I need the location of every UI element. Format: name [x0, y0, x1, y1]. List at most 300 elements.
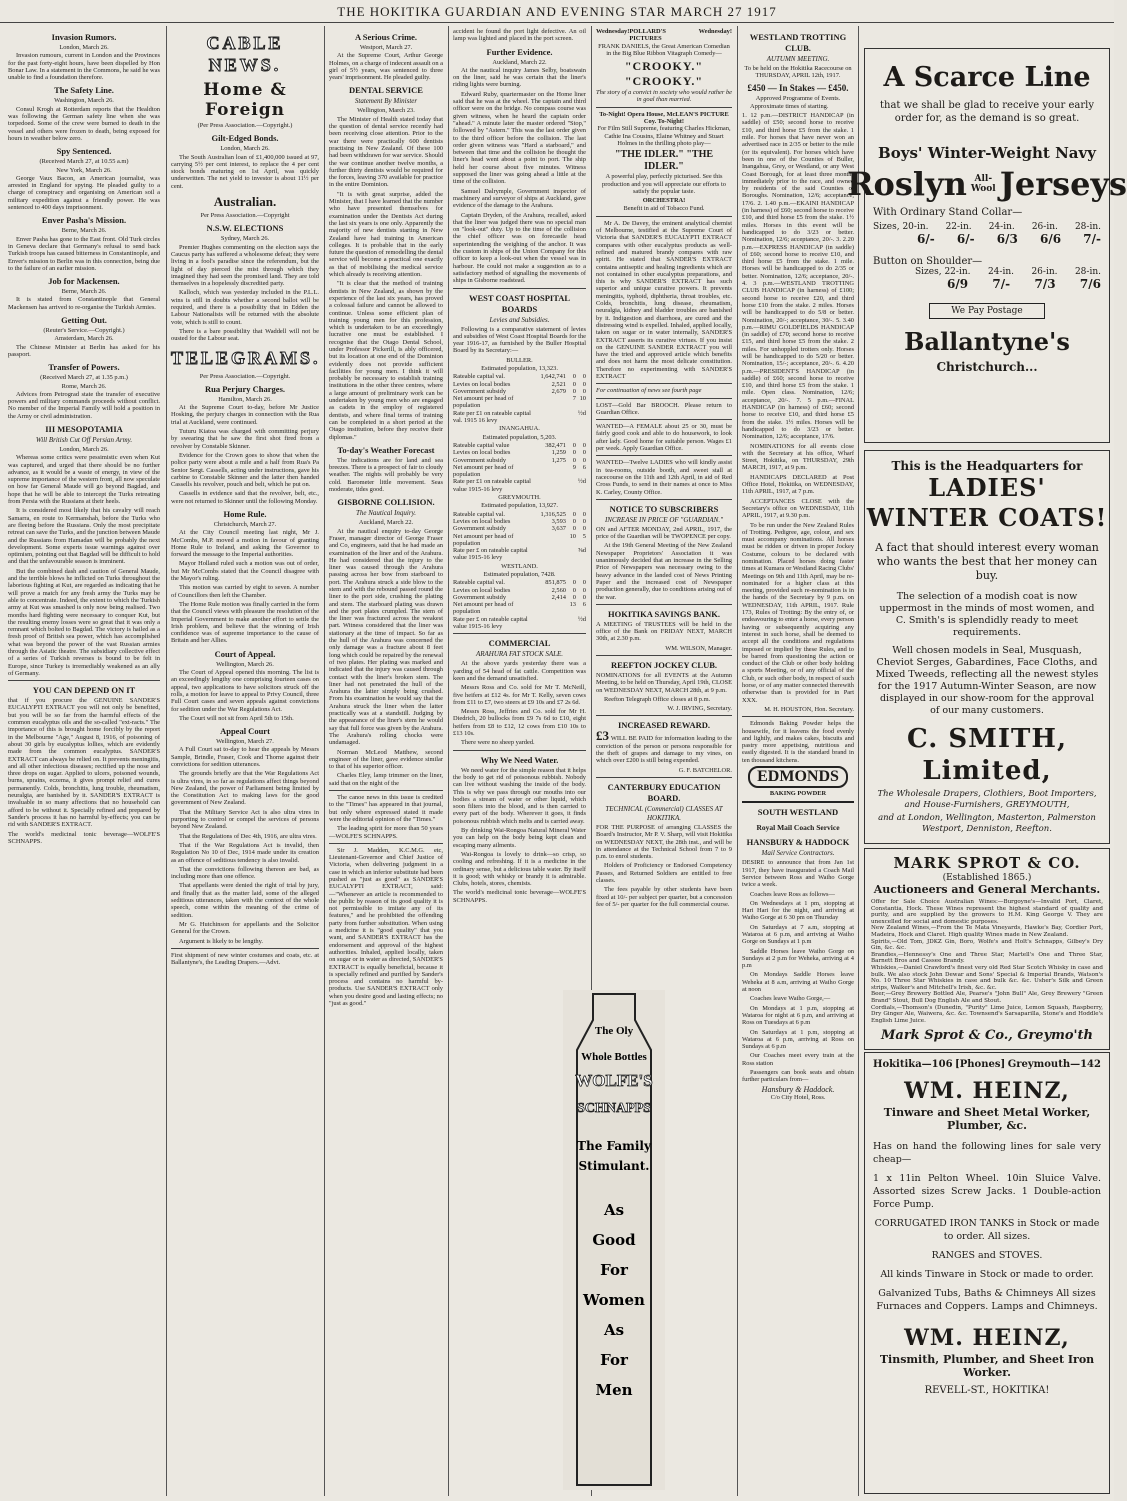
table-row	[453, 395, 586, 410]
size-row	[915, 267, 1101, 277]
table-cell: 0	[572, 456, 576, 464]
column-divider	[166, 26, 167, 1496]
article-text: Advices from Petrograd state the transfer of executive powers and military commands proceeds without conflict. No member of the Imperial Family will hold a position in the Army or civil administration.	[8, 390, 160, 420]
subheadline: TECHNICAL (Commercial) CLASSES AT HOKITIKA.	[605, 804, 723, 822]
table-cell: 0	[582, 449, 586, 457]
article-text: The grounds briefly are that the War Regulations Act is ultra vires, in so far as regulations affect things beyond New Zealand, the power of Parliament being limited by the Constitution Act to making laws for the good government of New Zealand.	[171, 770, 319, 807]
table-cell: 6	[582, 463, 586, 471]
divider	[596, 499, 732, 500]
table-cell: 0	[572, 387, 576, 395]
article-text: George Vaux Bacon, an American journalist, was arrested in England for spying. He pleaded guilty to a charge of conspiracy and organising on American soil a military expedition against a friendly power. He was sentenced to 400 days imprisonment.	[8, 174, 160, 212]
brand-name: WM. HEINZ,	[904, 1325, 1070, 1351]
table-cell: 1,275	[551, 456, 566, 464]
table-cell: Net amount per head of population	[453, 463, 514, 479]
notice-text: At the 19th General Meeting of the New Zealand Newspaper Proprietors' Association it was unanimously decided that an increase in the Selling Price of Newspapers was necessary owing to the heavy advance in the landed cost of News Printing Paper and the increased cost of Newspaper production generally, due to conditions arising out of the war.	[596, 542, 732, 601]
ad-footer: First shipment of new winter costumes and coats, etc. at Ballantyne's, the Leading Drapers.—Advt.	[171, 951, 319, 967]
signature: G. F. BATCHELOR.	[678, 766, 732, 774]
divider	[596, 419, 732, 420]
notice-text	[596, 728, 732, 765]
received-line: (Received March 27, at 1.35 p.m.)	[40, 374, 128, 382]
notice-text: HANDICAPS DECLARED at Post Office Hotel, Hokitika, on WEDNESDAY, 11th APRIL, 1917, at 7 p.m.	[742, 473, 854, 496]
table-cell: 0	[572, 579, 576, 587]
c-smith-ad	[864, 450, 1110, 844]
ad-line: As	[603, 1201, 625, 1219]
levy-tables	[453, 357, 586, 631]
ad-paragraph: Has on hand the following lines for sale very cheap—	[873, 1141, 1101, 1165]
article-text: Edward Ruby, quartermaster on the Home liner said that he was at the wheel. The captain and third officer were on the bridge. No compass course was given witness, when he heard the captain order "ahead." A minute later the master ordered "Stop," followed by "Astern." This was the last order given to the third officer before the collision. The last order given witness was "Hard a starboard," and between that time and the collision he thought the liner's head went about a point to port. The ship held her course about five minutes. Witness supposed the liner was going ahead a little at the time of the collision.	[453, 90, 586, 186]
credit-line: Per Press Association.—Copyright	[200, 212, 290, 220]
phone: [Phones]	[955, 1059, 1006, 1070]
cinema-day: Wednesday!	[596, 28, 630, 35]
ad-text: Sir J. Madden, K.C.M.G. etc, Lieutenant-Governor and Chief Justice of Victoria, when delivering judgment in a case in which an inferior substitute had been pushed as "just as good" as SANDER'S EUCALYPTI EXTRACT, said:—"Whenever an article is recommended to the public by reason of its good quality it is not permissible to imitate any of its features," and he prohibited the offending party from further substitution. When using a medicine it is "good quality" that you want, and SANDER'S EXTRACT has the endorsement and approval of the highest authorities. Inhaled, applied locally, taken on sugar or in water as directed, SANDER'S EXTRACT is equally beneficial, because it is specially refined and purified by Sander's process and contains no harmful by-products. Use SANDER'S EXTRACT only when you desire good and lasting effects; no "just as good."	[329, 846, 443, 1008]
ad-paragraph: Offer for Sale Choice Australian Wines:—Burgoyne's—Invalid Port, Claret, Constantia, Hock. These Wines represent the highest standard of quality and purity, and are supplied by the growers to H.M. King George V. They are unexcelled for social and domestic purposes.	[871, 899, 1103, 925]
table-cell	[532, 395, 566, 410]
headline: Enver Pasha's Mission.	[41, 215, 127, 226]
dateline: Berne, March 26.	[61, 288, 107, 296]
notice-text: Passengers can book seats and obtain further particulars from—	[742, 1069, 854, 1084]
table-cell: ½d	[578, 478, 586, 486]
dateline: Hamilton, March 26.	[218, 395, 272, 403]
notice-text: Holders of Proficiency or Endorsed Competency Passes, and Returned Soldiers are entitled to free classes.	[596, 862, 732, 885]
headline: Why We Need Water.	[480, 754, 559, 765]
ad-text: that if you procure the GENUINE SANDER'S EUCALYPTI EXTRACT you will not only be benefited, but you will be so far from the harmful effects of the common eucalyptus oils and the so-called "ext-racts." The importance of this is brought home forcibly by the report in the Melbourne "Age," August 8, 1916, of poisoning of about 30 girls by eucalyptus lollies, which are evidently made from the common eucalyptus. SANDER'S EXTRACT can always be relied on. It prevents meningitis, and all other infectious diseases; rectified up the nose and three drops on sugar. Applied to ulcers, poisoned wounds, burns, sprains, eczema, it gives prompt relief and cures permanently. Colds, bronchitis, lung trouble, rheumatism, neuralgia, are banished by it. SANDER'S EXTRACT is invaluable in so many affections that no household can afford to be without it. Specially refined and prepared by Sander's process it has no harmful by-effects; you can be rid with SANDER'S EXTRACT.	[8, 697, 160, 829]
article-text: The Minister of Health stated today that the question of dental service recently had been receiving close attention. Prior to the war there were practically 600 dentists practising in New Zealand. Of these 100 had been withdrawn for war service. Should the war continue another twelve months, a further thirty dentists would be required for the forces, leaving 370 available for practice in the entire Dominion.	[329, 115, 443, 189]
table-cell: 0	[572, 517, 576, 525]
size-cell: 7/6	[1079, 277, 1101, 291]
price-row	[917, 232, 1101, 246]
ad-text: Edmonds Baking Powder helps the housewife, for it leavens the food evenly and lightly, and makes cakes, biscuits and pastry more appetising, nutritious and easily digested. It is the standard brand in ten thousand kitchens.	[742, 720, 854, 764]
table-label: WESTLAND.	[501, 562, 538, 570]
article-text: But the combined dash and caution of General Maude, and the terrible blows he inflicted on Turks throughout the laborious fighting at Kut, are regarded as indicating that he will prove a match for any fresh army the Turks may be able to concentrate. Indeed, the extent to which the Turkish army at Kut was smashed is only now being realised. Two months hard fighting were necessary to conquer Kut, but the resulting enemy losses were so great that it was only a remnant which bolted to Bagdad. The victory is hailed as a fresh proof of British sea power, which has accomplished what was beyond the power of the vast Russian armies through the Asiatic theatre. The subsidiary collective effect of a series of Turkish reverses is bound to be felt in Europe, since Turkey is irremediably weakened as an ally of Germany.	[8, 567, 160, 677]
ad-line: Boys' Winter-Weight Navy	[878, 144, 1096, 162]
headline: Rua Perjury Charges.	[204, 383, 286, 394]
headline: Court of Appeal.	[214, 648, 276, 659]
ad-headline: YOU CAN DEPEND ON IT	[32, 685, 136, 696]
table-row	[453, 442, 586, 449]
article-text: Whereas some critics were pessimistic even when Kut was captured, and urged that there should be no further advance, as it would be a waste of energy, in view of the supreme importance of the western front, all now speculate on how far General Maude will go beyond Bagdad, and hope that he will be able to intercept the Turks retreating from Persia with the Russians at their heels.	[8, 454, 160, 506]
article-text: The Chinese Minister at Berlin has asked for his passport.	[8, 343, 160, 358]
ad-line: Whole Bottles	[581, 1051, 647, 1063]
size-cell: 7/3	[1034, 277, 1056, 291]
column-2	[171, 28, 319, 1496]
notice-text: NOMINATIONS for all events close with the Secretary at his office, Wharf Street, Hokitika, on THURSDAY, 29th MARCH, 1917, at 9 p.m.	[742, 442, 854, 472]
credit-line: (Per Press Association.—Copyright.)	[197, 122, 293, 129]
article-text: There is a bare possibility that Waddell will not be ousted for the Labour seat.	[171, 327, 319, 343]
ad-line: Button on Shoulder—	[873, 256, 983, 267]
table-cell: 0	[582, 387, 586, 395]
notice-text: Coaches leave Ross as follows—	[750, 890, 835, 898]
section-subtitle: Home & Foreign	[203, 80, 287, 120]
subheadline: ARAHURA FAT STOCK SALE.	[475, 650, 564, 659]
signature: Hansbury & Haddock.	[761, 1084, 835, 1094]
ad-line: Men	[595, 1381, 633, 1399]
headline: A Serious Crime.	[354, 32, 418, 42]
article-text: Samuel Dalrymple, Government inspector of machinery and surveyor of ships at Auckland, gave evidence of the damage to the Arahura.	[453, 187, 586, 210]
article-text: The South Australian loan of £1,400,000 issued at 97, carrying 5½ per cent interest, to replace the 4 per cent stock bonds maturing on 1st April, was quickly underwritten. The net yield to investor is about 11½ per cent.	[171, 153, 319, 190]
article-text: It is considered most likely that his cavalry will reach Samarra, en route to Kermanshah, before the Turks who are fleeing before the Russians. Only the most precipitate retreat can save the Turks, and the junction between Maude and the Russians from Hamadan will be probably the next development. Some experts issue warnings against over optimism, pointing out that Bagdad will be difficult to hold and that the unfavourable season is imminent.	[8, 507, 160, 566]
table-cell: Levies on local bodies	[453, 586, 511, 594]
ad-paragraph: Cordials,—Thomson's (Dunedin, "Purity" Lime Juice, Lemon Squash, Raspberry, Dry Ginger Ale, Waiwera, &c. &c. Townsend's Sarsaparilla, Stone's and Hoddle's English Lime Juice.	[871, 1004, 1103, 1024]
divider	[596, 655, 732, 656]
headline: Job for Mackensen.	[48, 276, 120, 287]
table-cell: 0	[572, 586, 576, 594]
headline: REEFTON JOCKEY CLUB.	[610, 660, 718, 670]
table-row	[453, 587, 586, 594]
headline: Home Rule.	[223, 508, 267, 519]
article-text: "It is clear that the method of training dentists in New Zealand, as shown by the experience of the last six years, has proved a colossal failure and cannot be allowed to continue. Unless some efficient plan of training young men for this profession, which is undertaken to be an exceedingly lucrative one must be established. I recognise that the Otago Dental School, under Professor Pickerill, is ably officered, but its location at one end of the Dominion evidently does not provide sufficient facilities for young men. I think it will probably be necessary to establish training institutions in the other three centres, where a large amount of preliminary work can be undertaken by young men who are engaged as cadets in the employ of registered dentists, and where final terms of training can be completed in a short period at the Otago institution, before they receive their diplomas."	[329, 280, 443, 441]
ad-footer: The world's medicinal tonic beverage—WOLFE'S SCHNAPPS.	[453, 889, 586, 904]
signature: M. H. HOUSTON, Hon. Secretary.	[764, 705, 854, 713]
ad-paragraph: Brandies,—Hennessy's One and Three Star, Martell's One and Three Star, Barnett Bros and Cassee Brandy.	[871, 951, 1103, 965]
table-cell: 0	[582, 510, 586, 518]
ballantyne-ad	[846, 48, 1127, 443]
divider	[596, 216, 732, 217]
divider	[596, 383, 732, 384]
section-title: CABLE NEWS.	[206, 33, 284, 75]
article-text: We need water for the simple reason that it helps the body to get rid of poisonous rubbish. Nobody can live without washing the inside of the body. This is why we pass through our mouths into our bodies a stream of water or other liquid, which soon filters into the blood, and is then carried to every part of the body. Wherever it goes, it finds poisonous rubbish which melts and is carried away.	[453, 766, 586, 825]
ad-headline: LADIES'	[928, 473, 1046, 502]
table-cell: Net amount per head of population	[453, 395, 514, 410]
headline: WESTLAND TROTTING CLUB.	[749, 32, 847, 53]
table-cell: 0	[572, 510, 576, 518]
article-text: The Home Rule motion was finally carried in the form that the Council views with pleasure the resolution of the Imperial Government to make another effort to settle the Irish problem, and believe that the winning of Irish confidence was of supreme importance to the cause of Britain and her Allies.	[171, 600, 319, 645]
size-cell: 6/-	[917, 232, 935, 246]
headline: SOUTH WESTLAND	[757, 807, 839, 818]
dateline: London, March 26.	[220, 145, 270, 153]
ad-text: A fact that should interest every woman who wants the best that her money can buy.	[875, 541, 1099, 582]
article-text: Kalloch, which was yesterday included in the P.L.L. wins is still in doubts whether a second ballot will be required, and there is a possibility that in Edden the Labour Nationalists will be returned with the absolute vote, which is still to count.	[171, 289, 319, 326]
phone: Greymouth—142	[1007, 1059, 1101, 1070]
column-divider	[324, 26, 325, 1496]
ad-paragraph: Galvanized Tubs, Baths & Chimneys All sizes Furnaces and Coppers. Lamps and Chimneys.	[876, 1288, 1098, 1312]
ad-text	[873, 1140, 1101, 1313]
headline: N.S.W. ELECTIONS	[206, 223, 284, 234]
size-cell: 24-in.	[987, 267, 1014, 277]
article-text: At the City Council meeting last night, Mr J. McCombs, M.P. moved a motion in favour of granting Home Rule to Ireland, and asking the Governor to forward the message to the Imperial authorities.	[171, 529, 319, 559]
brand-name: Ballantyne's	[904, 327, 1070, 356]
article-text: The Court of Appeal opened this morning. The list is an exceedingly lengthy one comprising fourteen cases on appeal, two applications to have solicitors struck off the rolls, a motion for leave to appeal to Privy Council, three Full Court cases and seven appeals against convictions for sedition under the War Regulations Act.	[171, 669, 319, 713]
dateline: Wellington, March 27.	[216, 738, 274, 746]
ad-paragraph: New Zealand Wines,—From the Te Mata Vineyards, Hawke's Bay, Cordier Port, Madeira, Hock and Claret. High quality Wines made in New Zealand.	[871, 925, 1103, 938]
table-cell	[532, 410, 566, 425]
article-text: Tuturu Kiatoa was charged with committing perjury by swearing that he saw the first shot fired from a revolver by Constable Skinner.	[171, 428, 319, 450]
masthead: THE HOKITIKA GUARDIAN AND EVENING STAR MARCH 27 1917	[0, 4, 1114, 23]
article-text: That appellants were denied the right of trial by jury, and finally that as the matter laid, some of the alleged seditious utterances, taken with the context of the whole speech, come within the meaning of the crime of sedition.	[171, 882, 319, 919]
dateline: Wellington, March 26.	[216, 660, 274, 668]
subheadline: Levies and Subsidies.	[489, 315, 550, 324]
column-1	[8, 28, 160, 1496]
divider	[329, 843, 443, 844]
table-row	[453, 373, 586, 380]
table-cell: 10	[579, 395, 586, 403]
product-name: Jerseys	[999, 165, 1127, 203]
notice-text: To be held on the Hokitika Racecourse on THURSDAY, APRIL 12th, 1917.	[744, 65, 852, 80]
brand-name: WM. HEINZ,	[904, 1078, 1070, 1104]
signature: W. J. IRVING, Secretary.	[667, 705, 732, 713]
race-events: 1. 12 p.m.—DISTRICT HANDICAP (in saddle) of £50; second horse to receive £10, and third horse £5 from the stake. 1 mile. For horses that have never won an advertised race in 2/35 or better to the mile (or its equivalent). For horses which have been in one of the Counties of Buller, Inangahua, Grey, or Westland, or any West Coast Borough, for at least three months immediately prior to the race, and owned by residents of the said Counties or Boroughs. Nomination, 12/6; acceptance, 17/6. 2. 1.40 p.m.—EKAINI HANDICAP (in harness) of £60; second horse to receive £10, and third horse £5 from the stake. 1½ miles. Horses in this event will be handicapped to do 3/23 or better. Nomination, 12/6; acceptance, 20/-. 3. 2.20 p.m.—EXPRESS HANDICAP (in saddle) of £60; second horse to receive £10, and third horse £5 from the stake. 1 mile. Horses will be handicapped to do 2/35 or better. Nomination, 12/6; acceptance, 20/-. 4. 3 p.m.—WESTLAND TROTTING CLUB HANDICAP (in harness) of £100; second horse to receive £20, and third horse £10 from the stake. 2 miles. Horses will be handicapped to do 5/8 or better. Nomination, 20/-; acceptance, 30/-. 5. 3.40 p.m.—RIMU GOLDFIELDS HANDICAP (in saddle) of £70; second horse to receive £15, and third horse £5 from the stake. 2 miles. For unhoppled trotters only. Horses will be handicapped to do 5/20 or better. Nomination, 15/-; acceptance, 20/-. 6. 4.20 p.m.—PRESIDENT'S HANDICAP (in saddle) of £60; second horse to receive £10, and third horse £5 from the stake. 1 mile. Open class. Nomination, 12/6; acceptance, 20/-. 7. 5 p.m.—FINAL HANDICAP (in harness) of £60; second horse to receive £10, and third horse £5 from the stake. 1½ miles. Horses will be handicapped to do 3/23 or better. Nomination, 12/6; acceptance, 17/6.	[742, 112, 854, 441]
cinema-text: A powerful play, perfectly picturised. See this production and you will appreciate our efforts to satisfy the popular taste.	[602, 173, 726, 195]
table-row	[453, 457, 586, 464]
dateline: Rome, March 26.	[61, 382, 107, 390]
size-cell: 26-in.	[1031, 267, 1058, 277]
article-text: Norman McLeod Matthew, second engineer of the liner, gave evidence similar to that of his superior officer.	[329, 748, 443, 771]
ad-line: This is the Headquarters for	[891, 459, 1083, 473]
article-text: The canoe news in this issue is credited to the "Times" has appeared in that journal, but only where expressed stated it made were the editorial opinion of the "Times."	[329, 794, 443, 823]
dateline: Wellington, March 23.	[357, 107, 415, 115]
article-text: "It is with great surprise, added the Minister, that I have learned that the number who have presented themselves for examination under the Dentists Act during the last six years is one only. Apparently the majority of new dentists starting in New Zealand have had training in American colleges. It is probable that in the early future the question of remodelling the dental service will become a practical one exactly as that of mobilising the medical service which already is receiving attention.	[329, 190, 443, 279]
subheadline: The Nautical Inquiry.	[355, 509, 417, 518]
address: REVELL-ST., HOKITIKA!	[924, 1385, 1050, 1396]
table-cell	[532, 533, 566, 548]
article-text: At the nautical inquiry James Selby, boatswain on the liner, said he was certain that the liner's riding lights were burning.	[453, 66, 586, 89]
table-cell: ½d	[578, 409, 586, 417]
table-row	[453, 616, 586, 631]
table-row	[453, 478, 586, 493]
size-cell: 6/6	[1040, 232, 1062, 246]
headline: WEST COAST HOSPITAL BOARDS	[468, 292, 571, 314]
dateline: Sydney, March 26.	[220, 235, 270, 243]
table-cell: 0	[572, 441, 576, 449]
ad-brand: SCHNAPPS	[577, 1101, 651, 1116]
cinema-header: To-Night! Opera House, McLEAN'S PICTURE Coy. To-Night!	[599, 110, 729, 126]
article-text: That the Military Service Act is also ultra vires in purporting to control or compel the services of persons beyond New Zealand.	[171, 808, 319, 831]
mark-sprot-ad	[864, 848, 1110, 1050]
ad-footer: The leading spirit for more than 50 years—WOLFE'S SCHNAPPS.	[329, 825, 443, 840]
size-cell: 22-in.	[945, 222, 972, 232]
table-cell: Levies on local bodies	[453, 517, 511, 525]
notice-text: On Mondays Saddle Horses leave Weheka at 8 a.m, arriving at Waiho Gorge at noon	[742, 971, 854, 994]
notice-text: Our Coaches meet every train at the Ross station	[742, 1052, 854, 1067]
table-cell: Government subsidy	[453, 525, 507, 533]
dateline: Westport, March 27.	[359, 44, 413, 51]
reward-amount: £3	[596, 728, 609, 744]
ad-text: The Wholesale Drapers, Clothiers, Boot Importers, and House-Furnishers, GREYMOUTH,	[877, 789, 1097, 810]
table-cell: 0	[582, 525, 586, 533]
notice-text: ACCEPTANCES CLOSE with the Secretary's office on WEDNESDAY, 11th APRIL, 1917, at 9.30 p.m.	[742, 497, 854, 520]
ad-text: and at London, Wellington, Masterton, Palmerston Westport, Denniston, Reefton.	[878, 813, 1096, 834]
reward-text: WILL BE PAID for information leading to the conviction of the person or persons responsible for the theft of grapes and damage to my vines, on which over £200 is still being expended.	[596, 735, 732, 765]
size-cell: 28-in.	[1074, 222, 1101, 232]
table-cell: ⅝d	[578, 547, 586, 555]
headline: COMMERCIAL	[488, 638, 551, 649]
table-cell: Rate per £ on rateable capital value 1915-16 levy	[453, 615, 528, 631]
roslyn-jerseys	[846, 165, 1127, 203]
headline: To-day's Weather Forecast	[337, 444, 435, 455]
ad-line: With Ordinary Stand Collar—	[873, 207, 1023, 218]
subheadline: Statement By Minister	[354, 97, 418, 106]
article-text: It is stated from Constantinople that General Mackensen has arrived to re-organise the Turkish Armies.	[8, 296, 160, 311]
table-cell: Rate per £ on rateable capital value 1915-16 levy	[453, 547, 528, 562]
column-divider	[737, 26, 738, 1496]
subheadline: Will British Cut Off Persian Army.	[35, 435, 133, 444]
table-cell: 2,414	[551, 593, 566, 601]
article-text: That the Regulations of Dec 4th, 1916, are ultra vires.	[179, 832, 317, 840]
ad-headline: WINTER COATS!	[866, 503, 1108, 532]
notice-text: The fees payable by other students have been fixed at 10/- per subject per quarter, but a concession fee of 5/- per quarter for the full commercial course.	[596, 886, 732, 908]
table-cell: 7	[572, 395, 576, 403]
table-row	[453, 381, 586, 388]
table-cell: 10	[569, 532, 576, 540]
column-5	[596, 28, 732, 993]
brand-name: C. SMITH, Limited,	[906, 724, 1068, 786]
table-row	[453, 410, 586, 425]
table-cell	[566, 616, 576, 631]
divider	[453, 288, 586, 289]
table-cell: 2,560	[551, 586, 566, 594]
article-text: There were no sheep yarded.	[461, 739, 535, 747]
table-cell: Rateable capital value	[453, 441, 510, 449]
ad-paragraph: Beer,—Grey Brewery Bottled Ale, Pearse's "John Bull" Ale, Grey Brewery "Green Brand" Stout, Bull Dog English Ale and Stout.	[871, 991, 1103, 1004]
table-cell: Government subsidy	[453, 593, 507, 601]
article-text: Messrs Ross, Jeffries and Co. sold for Mr H. Diedrich, 20 bullocks from £9 7s 6d to £10, eight heifers from £8 to £12, 12 cows from £10 10s to £13 10s.	[453, 708, 586, 738]
table-row	[453, 388, 586, 395]
table-cell: 5	[582, 532, 586, 540]
cinema-text: Benefit in aid of Tobacco Fund.	[623, 205, 705, 213]
notice-text: ON and AFTER MONDAY, 2nd APRIL, 1917, the price of the Guardian will be TWOPENCE per copy.	[596, 525, 732, 541]
column-divider	[858, 26, 859, 1496]
divider	[596, 455, 732, 456]
wm-heinz-ad	[864, 1052, 1110, 1494]
table-row	[453, 449, 586, 456]
table-cell: Rate per £1 on rateable capital value 1915-16 levy	[453, 478, 531, 493]
cinema-day: Wednesday!	[698, 28, 732, 35]
article-text: At the Supreme Court to-day, before Mr Justice Hosking, the perjury charges in connection with the Rua trial at Auckland, were continued.	[171, 404, 319, 426]
table-cell: 0	[582, 579, 586, 587]
notice-text: Approximate times of starting.	[750, 102, 829, 110]
notice-text: Saddle Horses leave Waiho Gorge on Sundays at 2 p.m for Weheka, arriving at 4 p.m	[742, 947, 854, 970]
divider	[742, 801, 854, 803]
edmonds-sub: BAKING POWDER	[769, 790, 827, 798]
notice-text: On Mondays at 1 p.m, stopping at Wataroa for night at 6 p.m, and arriving at Ross on Tuesdays at 6 p.m	[742, 1004, 854, 1027]
price-row	[947, 277, 1101, 291]
article-text: Premier Hughes commenting on the election says the Caucus party has suffered a wholesome defeat; they were living in a fool's paradise since the referendum, but the light of day pierced the mist through which they imagined they had seen the promised land. They are told themselves in a hopelessly discredited party.	[171, 243, 319, 288]
table-cell: 6	[582, 601, 586, 609]
table-cell: Rateable capital val.	[453, 373, 505, 381]
article-text: Charles Eley, lamp trimmer on the liner, said that on the night of the	[329, 772, 443, 787]
table-cell: 0	[572, 525, 576, 533]
headline: INCREASED REWARD.	[617, 720, 711, 731]
article-text: Evidence for the Crown goes to show that when the police party were about a mile and a half from Rua's Pa Senior Sergt. Cassells, acting under instructions, gave his carbine to Constable Skinner and the latter then handed Cassells his revolver, pouch and belt, which he put on.	[171, 451, 319, 489]
size-cell: Sizes, 20-in.	[873, 222, 929, 232]
divider	[596, 398, 732, 399]
film-title: "THE IDLER." "THE IDLER."	[614, 149, 714, 173]
subheadline: Royal Mail Coach Service	[756, 823, 840, 833]
ad-line: For	[600, 1351, 628, 1369]
table-cell: 3,637	[551, 525, 566, 533]
table-row	[453, 594, 586, 601]
table-row	[453, 464, 586, 479]
table-cell: Levies on local bodies	[453, 449, 511, 457]
table-cell: 3,593	[551, 517, 566, 525]
table-cell: Government subsidy	[453, 387, 507, 395]
stakes-line: £450 — In Stakes — £450.	[747, 82, 849, 93]
table-cell: 0	[582, 586, 586, 594]
subheadline: Mail Service Contractors.	[761, 849, 835, 858]
size-cell: Sizes, 22-in.	[915, 267, 971, 277]
table-cell: Rateable capital val.	[453, 510, 505, 518]
article-text: That the convictions following thereon are bad, as including more than one offence.	[171, 865, 319, 881]
notice-text: For continuation of news see fourth page	[596, 387, 702, 395]
ad-paragraph: Whiskies,—Daniel Crawford's finest very old Red Star Scotch Whisky in case and bulk. We also stock John Dewar and Sons' Special & Imperial Brands, Watson's No. 10 Three Star Whiskies in case and bulk &c. &c. Usher's Silk and Green strips, Walker's and Mitchell's Irish, &c. &c.	[871, 964, 1103, 991]
cinema-header	[596, 28, 732, 43]
table-cell: 0	[572, 449, 576, 457]
table-label: INANGAHUA.	[499, 425, 540, 433]
headline: HOKITIKA SAVINGS BANK.	[607, 608, 721, 619]
size-cell: 7/-	[1083, 232, 1101, 246]
headline: NOTICE TO SUBSCRIBERS	[609, 503, 719, 514]
column-divider	[448, 26, 449, 1496]
table-cell: 0	[572, 380, 576, 388]
table-row	[453, 601, 586, 616]
table-cell	[566, 547, 576, 562]
credit-line: Per Press Association.—Copyright.	[199, 372, 291, 380]
dateline: Christchurch, March 27.	[213, 520, 277, 528]
table-population: Estimated population, 13,927.	[481, 502, 558, 510]
table-cell: 0	[582, 517, 586, 525]
notice-text: Coaches leave Waiho Gorge,—	[750, 995, 831, 1003]
table-cell: 9	[572, 463, 576, 471]
table-row	[453, 525, 586, 532]
cinema-text: FRANK DANIELS, the Great American Comedian in the Big Blue Ribbon Vitagraph Comedy—	[598, 42, 730, 57]
article-text: Invasion rumours, current in London and the Provinces for the past forty-eight hours, have been dispelled by Hon Bonar Law. In a statement in the Commons, he said he was unable to find a foundation therefore.	[8, 52, 160, 82]
headline: Getting Out.	[61, 315, 107, 326]
table-cell	[566, 410, 576, 425]
column-6	[742, 28, 854, 1496]
table-row	[453, 518, 586, 525]
ad-headline: A Scarce Line	[883, 62, 1091, 93]
divider	[171, 948, 319, 949]
table-cell	[532, 478, 566, 493]
ad-brand: WOLFE'S	[575, 1071, 653, 1090]
received-line: (Received March 27, at 10.55 a.m)	[39, 158, 129, 166]
table-cell: Levies on local bodies	[453, 380, 511, 388]
cinema-text: The story of a convict in society who would rather be in goal than married.	[596, 89, 732, 104]
headline: Further Evidence.	[486, 46, 553, 57]
cinema-text: ORCHESTRA!	[642, 197, 686, 205]
table-row	[453, 511, 586, 518]
notice-text: A MEETING of TRUSTEES will be held in the office of the Bank on FRIDAY NEXT, MARCH 30th, at 2.30 p.m.	[596, 620, 732, 643]
divider	[596, 777, 732, 778]
divider	[8, 680, 160, 681]
film-title: "CROOKY." "CROOKY."	[624, 59, 704, 89]
table-cell	[532, 616, 566, 631]
table-population: Estimated population, 7428.	[483, 571, 556, 578]
table-cell: 0	[582, 373, 586, 381]
classified-ad: WANTED—Twelve LADIES who will kindly assist in tea-rooms, outside booth, and sweet stall at racecourse on the 11th and 12th April, in aid of Red Cross Funds, to send in their names at once to Miss K. Carley, County Office.	[596, 459, 732, 496]
table-cell	[532, 601, 566, 616]
size-row	[873, 222, 1101, 232]
divider	[453, 750, 586, 751]
article-text: Consul Krogh at Rotterdam reports that the Healdton was following the German safety line when she was torpedoed. Some of the crew were burned to death in the vessel and others were frozen to death, being exposed for hours in weather below zero.	[8, 105, 160, 142]
article-text: The indications are for land and sea breezes. There is a prospect of fair to cloudy weather. The nights will probably be very cold. Barometer little movement. Seas moderate, tides good.	[329, 456, 443, 494]
table-cell	[532, 464, 566, 479]
size-cell: 28-in.	[1074, 267, 1101, 277]
table-cell: 13	[569, 601, 576, 609]
article-text: At the above yards yesterday there was a yarding of 54 head of fat cattle. Competition was keen and the demand unsatisfied.	[453, 660, 586, 682]
table-cell: ½d	[578, 615, 586, 623]
ad-paragraph: RANGES and STOVES.	[931, 1250, 1043, 1261]
divider	[742, 716, 854, 717]
table-cell: 0	[582, 441, 586, 449]
classified-ad: LOST—Gold Bar BROOCH. Please return to Guardian Office.	[596, 401, 732, 416]
table-population: Estimated population, 13,323.	[481, 364, 558, 372]
wolfes-schnapps-ad	[563, 990, 665, 1490]
table-row	[453, 547, 586, 562]
article-text: Mr G. Hutchinson for appellants and the Solicitor General for the Crown.	[171, 920, 319, 936]
dateline: New York, March 26.	[56, 166, 112, 174]
dateline: Berne, March 26.	[61, 227, 107, 235]
table-cell	[566, 478, 576, 493]
